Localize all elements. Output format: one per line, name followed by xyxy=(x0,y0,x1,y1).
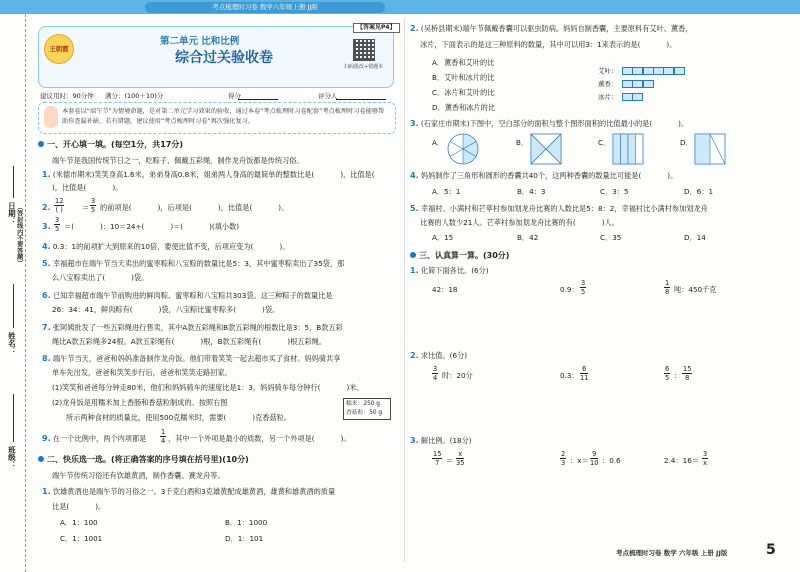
column-divider xyxy=(404,18,405,562)
numerator: 3 xyxy=(433,365,438,373)
question-row xyxy=(52,383,364,392)
question-text: )(填小数) xyxy=(209,222,240,231)
score-field[interactable] xyxy=(238,92,278,100)
question-row xyxy=(410,24,692,34)
fraction xyxy=(702,450,708,467)
question-number: 2. xyxy=(42,203,51,212)
option-c[interactable]: C．35 xyxy=(600,233,622,242)
question-row xyxy=(52,502,105,511)
question-number: 2. xyxy=(410,24,419,33)
qr-label: 扫码批改+错题本 xyxy=(344,64,384,70)
grader-field[interactable] xyxy=(336,92,386,100)
question-text: )米。 xyxy=(346,383,364,392)
option-c[interactable]: C．1：1001 xyxy=(60,534,103,543)
question-text: )。 xyxy=(95,502,106,511)
question-text: 单车先出发，爸爸和笑笑步行后，爸爸和笑笑走路回家。 xyxy=(52,368,232,377)
section1-title: 一、开心填一填。(每空1分，共17分) xyxy=(47,140,184,149)
option-a[interactable]: A．薰香和艾叶的比 xyxy=(432,58,495,67)
question-row xyxy=(42,203,51,213)
rice-weight: 糯米：250 g xyxy=(346,401,380,407)
page-title: 综合过关验收卷 xyxy=(175,50,273,66)
full-score: 满分：(100＋10)分 xyxy=(105,92,164,100)
numerator: 15 xyxy=(683,365,692,373)
question-number: 1. xyxy=(410,266,419,275)
denominator: 7 xyxy=(435,459,440,467)
fraction xyxy=(560,450,566,467)
question-row xyxy=(410,171,677,181)
question-text: ，其中一个外项是最小的质数，另一个外项是( xyxy=(168,434,315,443)
question-text: 化简下面各比。(6分) xyxy=(420,266,489,275)
section1-heading xyxy=(38,140,183,150)
question-number: 8. xyxy=(42,354,51,363)
question-row xyxy=(66,413,291,422)
fraction xyxy=(590,450,598,467)
question-number: 4. xyxy=(410,171,419,180)
question-text: 已知幸福超市端午节前购进的鲜肉粽、蜜枣粽和八宝粽共303袋。这三种粽子的数量比是 xyxy=(52,291,333,300)
denominator: 5 xyxy=(91,206,96,214)
expression: 0.3： xyxy=(560,371,579,380)
option-b[interactable]: B．1：1000 xyxy=(225,518,268,527)
question-text: 的前项是( xyxy=(100,203,132,212)
question-text: 幸福超市在端午节当天卖出的蜜枣粽和八宝粽的数量比是5：3，其中蜜枣粽卖出了35袋，那 xyxy=(52,259,345,268)
question-number: 3. xyxy=(410,119,419,128)
option-a[interactable]: A． xyxy=(432,138,445,147)
question-text: 求比值。(6分) xyxy=(420,351,468,360)
option-b[interactable]: B．4：3 xyxy=(517,187,546,196)
question-text: )根，B款五彩绳有( xyxy=(200,337,262,346)
qr-code-icon[interactable] xyxy=(353,39,375,61)
question-row xyxy=(52,273,148,282)
question-text: 0.3：1的前项扩大到原来的10倍，要使比值不变，后项应变为( xyxy=(52,242,254,251)
question-text: 比赛的人数少21人。芒萃村参加划龙舟比赛的有( xyxy=(420,218,576,227)
question-text: 在一个比例中，两个内项都是 xyxy=(52,434,147,443)
bar-cell xyxy=(674,67,685,75)
question-number: 5. xyxy=(42,259,51,268)
question-row xyxy=(42,434,146,444)
question-row xyxy=(42,170,375,180)
question-row xyxy=(42,291,333,301)
bar-label-aiye: 艾叶： xyxy=(598,67,618,75)
question-row xyxy=(42,242,289,252)
numerator: x xyxy=(456,450,464,459)
intro-note-text: 本套卷以“端午节”为情境命题，是对第二单元学习效果的验收，通过本卷“考点梳理时习卷配套”考点梳理时习卷能够帮助你查漏补缺，若有错题，建议使用“考点梳理时习卷”再次强化复习。 xyxy=(62,108,385,125)
question-text: )。 xyxy=(112,183,123,192)
series-title: 考点梳理时习卷 数学六年级上册 JJ版 xyxy=(145,2,385,13)
fraction xyxy=(456,450,464,467)
date-line xyxy=(13,166,14,198)
question-row xyxy=(64,222,239,231)
question-text: (2)龙舟饭是用糯米加上香肠和香菇粒制成的。按照右图 xyxy=(52,398,228,407)
section-dot-icon xyxy=(38,456,44,462)
question-text: )袋。 xyxy=(262,305,280,314)
denominator-blank[interactable]: ( ) xyxy=(55,206,63,214)
expression: 吨：450千克 xyxy=(674,285,717,294)
question-text: 张阿姨批发了一些五彩绳进行售卖，其中A款五彩绳和B款五彩绳的根数比是3：5，B款五彩 xyxy=(52,323,343,332)
question-text: 所示两种食材的质量比，使用500克糯米时，需要( xyxy=(66,413,227,422)
numerator: 2 xyxy=(561,450,566,458)
expression: 42：18 xyxy=(432,285,458,294)
question-row xyxy=(410,436,472,446)
option-d[interactable]: D．14 xyxy=(684,233,706,242)
unit-label: 第二单元 比和比例 xyxy=(160,36,240,47)
option-b[interactable]: B．艾叶和冰片的比 xyxy=(432,73,495,82)
question-text: )，比值是( xyxy=(340,170,375,179)
denominator: 5 xyxy=(581,288,586,296)
question-text: 比是( xyxy=(52,502,70,511)
score-label: 得分 xyxy=(228,92,241,100)
option-a[interactable]: A．15 xyxy=(432,233,454,242)
question-text: 端午节当天，爸爸和妈妈准备制作龙舟饭。他们带着笑笑一起去超市买了食材。妈妈骑共享 xyxy=(52,354,341,363)
section-dot-icon xyxy=(410,252,416,258)
square-triangles-icon xyxy=(530,133,562,165)
section-dot-icon xyxy=(38,141,44,147)
denominator: 5 xyxy=(665,374,670,382)
question-text: (吴桥县期末)端午节佩戴香囊可以驱虫防病。妈妈自制香囊，主要原料有艾叶、薰香， xyxy=(420,24,693,33)
top-banner xyxy=(0,0,800,14)
fraction xyxy=(664,365,670,382)
denominator: x xyxy=(703,459,708,467)
no-answer-note: （答封线内不要答题） xyxy=(15,204,23,266)
question-row xyxy=(42,222,51,232)
question-text: (1)笑笑和爸爸每分钟走80米，他们和妈妈骑车的速度比是1：3，妈妈骑车每分钟行( xyxy=(52,383,321,392)
numerator: 15 xyxy=(433,450,442,458)
question-number: 3. xyxy=(410,436,419,445)
question-text: )根五彩绳。 xyxy=(287,337,327,346)
expression: ： xyxy=(674,371,682,380)
bar-label-xunxiang: 薰香： xyxy=(598,80,618,88)
question-row xyxy=(42,259,344,269)
denominator: 3 xyxy=(561,459,566,467)
fraction xyxy=(432,450,442,467)
bar-cell xyxy=(643,80,654,88)
bar-cell xyxy=(632,93,643,101)
question-row xyxy=(52,337,326,346)
numerator: 12 xyxy=(55,197,64,205)
question-text: 冰片，下面表示的是这三种原料的数量，其中可以用3：1来表示的是( xyxy=(420,40,641,49)
question-row xyxy=(420,218,619,227)
expression: ＝ xyxy=(446,456,454,465)
numerator: 1 xyxy=(161,428,166,436)
numerator: 1 xyxy=(665,279,670,287)
brand-logo: 王朝霞 xyxy=(44,34,74,64)
expression: ：0.6 xyxy=(602,456,621,465)
question-text: )。 xyxy=(678,119,689,128)
expression: ：x＝ xyxy=(570,456,589,465)
question-number: 1. xyxy=(42,487,51,496)
expression: 0.9： xyxy=(560,285,579,294)
question-text: )，后项是( xyxy=(157,203,192,212)
binding-margin xyxy=(0,14,26,572)
answer-reference: 【答案见P4】 xyxy=(353,23,400,33)
bar-xunxiang xyxy=(622,80,653,88)
question-row xyxy=(410,266,489,276)
question-row xyxy=(42,487,335,497)
class-line xyxy=(13,394,14,442)
question-row xyxy=(42,323,343,333)
question-text: )袋，八宝粽比蜜枣粽多( xyxy=(158,305,237,314)
question-row xyxy=(410,351,467,361)
question-text: )人。 xyxy=(601,218,619,227)
question-row xyxy=(410,204,708,214)
numerator: 3 xyxy=(703,450,708,458)
fraction xyxy=(664,279,670,296)
name-label: 姓名： xyxy=(7,332,17,355)
question-text: 饮雄黄酒也是端午节的习俗之一。3千克白酒和3克雄黄配成雄黄酒，雄黄和雄黄酒的质量 xyxy=(52,487,336,496)
denominator: 10 xyxy=(590,459,599,467)
grader-label: 评分人 xyxy=(318,92,338,100)
suggested-time: 建议用时：90分钟 xyxy=(40,92,94,100)
question-row xyxy=(410,119,688,129)
question-text: )，比值是( xyxy=(217,203,253,212)
option-c[interactable]: C．冰片和艾叶的比 xyxy=(432,88,495,97)
question-text: )。 xyxy=(667,171,678,180)
denominator: 11 xyxy=(580,374,589,382)
question-text: )克香菇粒。 xyxy=(252,413,292,422)
class-label: 班级： xyxy=(7,446,17,469)
fraction xyxy=(54,197,64,214)
question-row xyxy=(42,354,340,364)
option-a[interactable]: A．1：100 xyxy=(60,518,98,527)
question-number: 9. xyxy=(42,434,51,443)
expression: 2.4：16＝ xyxy=(664,456,699,465)
question-text: 解比例。(18分) xyxy=(420,436,472,445)
fraction xyxy=(90,197,96,214)
question-text: (石家庄市期末)下图中，空白部分的面积与整个图形面积的比值最小的是( xyxy=(420,119,653,128)
question-text: 26：34：41，鲜肉粽有( xyxy=(52,305,133,314)
section1-intro: 端午节是我国传统节日之一，吃粽子、佩戴五彩绳、制作龙舟饭都是传统习俗。 xyxy=(52,156,304,165)
option-c[interactable]: C． xyxy=(598,138,611,147)
numerator: 3 xyxy=(55,216,60,224)
square-half-icon xyxy=(694,133,726,165)
question-text: 绳比A款五彩绳多24根。A款五彩绳有( xyxy=(52,337,175,346)
question-text: 么八宝粽卖出了( xyxy=(52,273,106,282)
numerator: 3 xyxy=(581,279,586,287)
footer-text: 考点梳理时习卷 数学 六年级 上册 JJ版 xyxy=(616,549,728,557)
bar-label-bingpian: 冰片： xyxy=(598,93,618,101)
denominator: 8 xyxy=(665,288,670,296)
question-row xyxy=(100,203,288,212)
mascot-icon xyxy=(44,106,58,128)
date-label: 日期： xyxy=(7,202,17,225)
denominator: 4 xyxy=(161,437,166,445)
question-row xyxy=(52,305,279,314)
section2-intro: 端午节传统习俗还有饮雄黄酒，制作香囊、赛龙舟等。 xyxy=(52,471,225,480)
option-c[interactable]: C．3：5 xyxy=(600,187,629,196)
question-row xyxy=(420,40,676,49)
section3-heading xyxy=(410,251,509,261)
option-d[interactable]: D．薰香和冰片的比 xyxy=(432,103,496,112)
option-b[interactable]: B．42 xyxy=(517,233,539,242)
denominator: 35 xyxy=(456,459,465,467)
fraction xyxy=(432,365,438,382)
option-b[interactable]: B． xyxy=(516,138,529,147)
question-text: )。 xyxy=(279,242,290,251)
numerator: 9 xyxy=(590,450,598,459)
section2-title: 二、快乐选一选。(将正确答案的序号填在括号里)(10分) xyxy=(47,455,249,464)
equals-sign: ＝ xyxy=(82,203,90,212)
question-text: )。 xyxy=(666,40,677,49)
question-row xyxy=(52,183,122,192)
question-text: ＝( xyxy=(64,222,74,231)
question-text: )＝( xyxy=(170,222,184,231)
page-number: 5 xyxy=(766,542,776,558)
section2-heading xyxy=(38,455,249,465)
question-row xyxy=(168,434,351,443)
name-line xyxy=(13,284,14,328)
denominator: 4 xyxy=(433,374,438,382)
numerator: 6 xyxy=(665,365,670,373)
numerator: 6 xyxy=(580,365,588,374)
mushroom-weight: 香菇粒：50 g xyxy=(346,410,383,416)
section3-title: 三、认真算一算。(30分) xyxy=(419,251,510,260)
question-number: 7. xyxy=(42,323,51,332)
ingredient-weight-box xyxy=(343,398,391,420)
fraction xyxy=(580,279,586,296)
question-number: 3. xyxy=(42,222,51,231)
option-d[interactable]: D．6：1 xyxy=(684,187,714,196)
option-a[interactable]: A．5：1 xyxy=(432,187,461,196)
question-number: 2. xyxy=(410,351,419,360)
question-text: 幸福村、小满村和芒萃村参加划龙舟比赛的人数比是5：8：2，幸福村比小满村参加划龙舟 xyxy=(420,204,708,213)
denominator: 8 xyxy=(685,374,690,382)
question-text: )。 xyxy=(340,434,351,443)
question-text: )：10＝24÷( xyxy=(100,222,145,231)
question-text: )，比值是( xyxy=(52,183,87,192)
fraction xyxy=(54,216,60,233)
option-d[interactable]: D．1：101 xyxy=(225,534,264,543)
circle-shape-icon xyxy=(447,133,479,165)
expression: 时：20分 xyxy=(442,371,473,380)
question-text: 妈妈制作了三角形和圆形的香囊共40个，这两种香囊的数量比可能是( xyxy=(420,171,642,180)
question-text: )袋。 xyxy=(131,273,149,282)
question-text: )。 xyxy=(278,203,289,212)
denominator: 5 xyxy=(55,225,60,233)
numerator: 3 xyxy=(91,197,96,205)
question-number: 5. xyxy=(410,204,419,213)
bar-aiye xyxy=(622,67,684,75)
square-strips-icon xyxy=(612,133,644,165)
fraction xyxy=(580,365,588,382)
bar-bingpian xyxy=(622,93,643,101)
question-number: 1. xyxy=(42,170,51,179)
question-number: 6. xyxy=(42,291,51,300)
fraction xyxy=(682,365,692,382)
question-number: 4. xyxy=(42,242,51,251)
fraction xyxy=(160,428,166,445)
question-text: (米德市期末)笑笑身高1.6米，弟弟身高0.8米，姐弟两人身高的最简单的整数比是( xyxy=(52,170,315,179)
option-d[interactable]: D． xyxy=(680,138,693,147)
